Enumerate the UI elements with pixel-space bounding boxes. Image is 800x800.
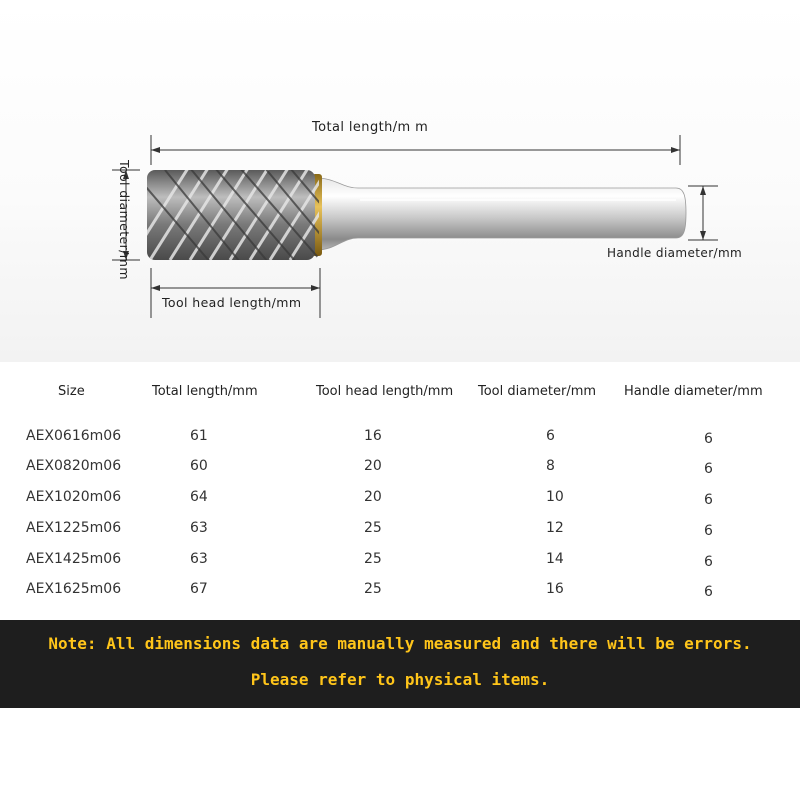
cell-tool-diameter: 16 — [546, 581, 564, 597]
cell-size: AEX0616m06 — [26, 428, 122, 444]
cell-total-length: 64 — [190, 489, 208, 505]
cell-total-length: 63 — [190, 551, 208, 567]
cell-tool-diameter: 10 — [546, 489, 564, 505]
header-total-length: Total length/mm — [152, 384, 258, 399]
cell-handle-diameter: 6 — [704, 584, 713, 600]
header-tool-diameter: Tool diameter/mm — [478, 384, 597, 399]
cell-size: AEX1225m06 — [26, 520, 122, 536]
product-diagram-panel — [0, 0, 800, 362]
cell-head-length: 25 — [364, 581, 382, 597]
cell-size: AEX1425m06 — [26, 551, 122, 567]
header-tool-head-length: Tool head length/mm — [316, 384, 454, 399]
cell-tool-diameter: 12 — [546, 520, 564, 536]
table-row — [0, 551, 800, 577]
cell-handle-diameter: 6 — [704, 461, 713, 477]
cell-size: AEX1020m06 — [26, 489, 122, 505]
tool-head-length-label: Tool head length/mm — [162, 295, 302, 310]
cell-handle-diameter: 6 — [704, 554, 713, 570]
cell-head-length: 20 — [364, 489, 382, 505]
cell-handle-diameter: 6 — [704, 523, 713, 539]
header-size: Size — [58, 384, 85, 399]
cell-handle-diameter: 6 — [704, 431, 713, 447]
cell-tool-diameter: 8 — [546, 458, 555, 474]
cell-total-length: 67 — [190, 581, 208, 597]
table-header-row — [0, 384, 800, 410]
cell-head-length: 20 — [364, 458, 382, 474]
note-line-1: Note: All dimensions data are manually measured and there will be errors. — [48, 634, 752, 653]
header-handle-diameter: Handle diameter/mm — [624, 384, 763, 399]
cell-head-length: 25 — [364, 520, 382, 536]
cell-total-length: 60 — [190, 458, 208, 474]
tool-diameter-label: Tool diameter/mm — [117, 160, 132, 280]
cell-total-length: 61 — [190, 428, 208, 444]
cell-total-length: 63 — [190, 520, 208, 536]
cell-size: AEX1625m06 — [26, 581, 122, 597]
note-line-2: Please refer to physical items. — [250, 670, 550, 689]
handle-diameter-label: Handle diameter/mm — [607, 246, 743, 260]
table-row — [0, 489, 800, 515]
cell-size: AEX0820m06 — [26, 458, 122, 474]
cell-tool-diameter: 14 — [546, 551, 564, 567]
handle-diameter-dimension — [688, 186, 718, 240]
cell-head-length: 16 — [364, 428, 382, 444]
tool-shank — [316, 178, 686, 250]
measurement-note-banner — [0, 620, 800, 708]
cell-head-length: 25 — [364, 551, 382, 567]
total-length-dimension — [151, 135, 680, 165]
cell-tool-diameter: 6 — [546, 428, 555, 444]
table-row — [0, 428, 800, 454]
table-row — [0, 520, 800, 546]
table-row — [0, 458, 800, 484]
tool-head-length-dimension — [151, 268, 320, 318]
cell-handle-diameter: 6 — [704, 492, 713, 508]
table-row — [0, 581, 800, 607]
total-length-label: Total length/m m — [312, 120, 429, 135]
